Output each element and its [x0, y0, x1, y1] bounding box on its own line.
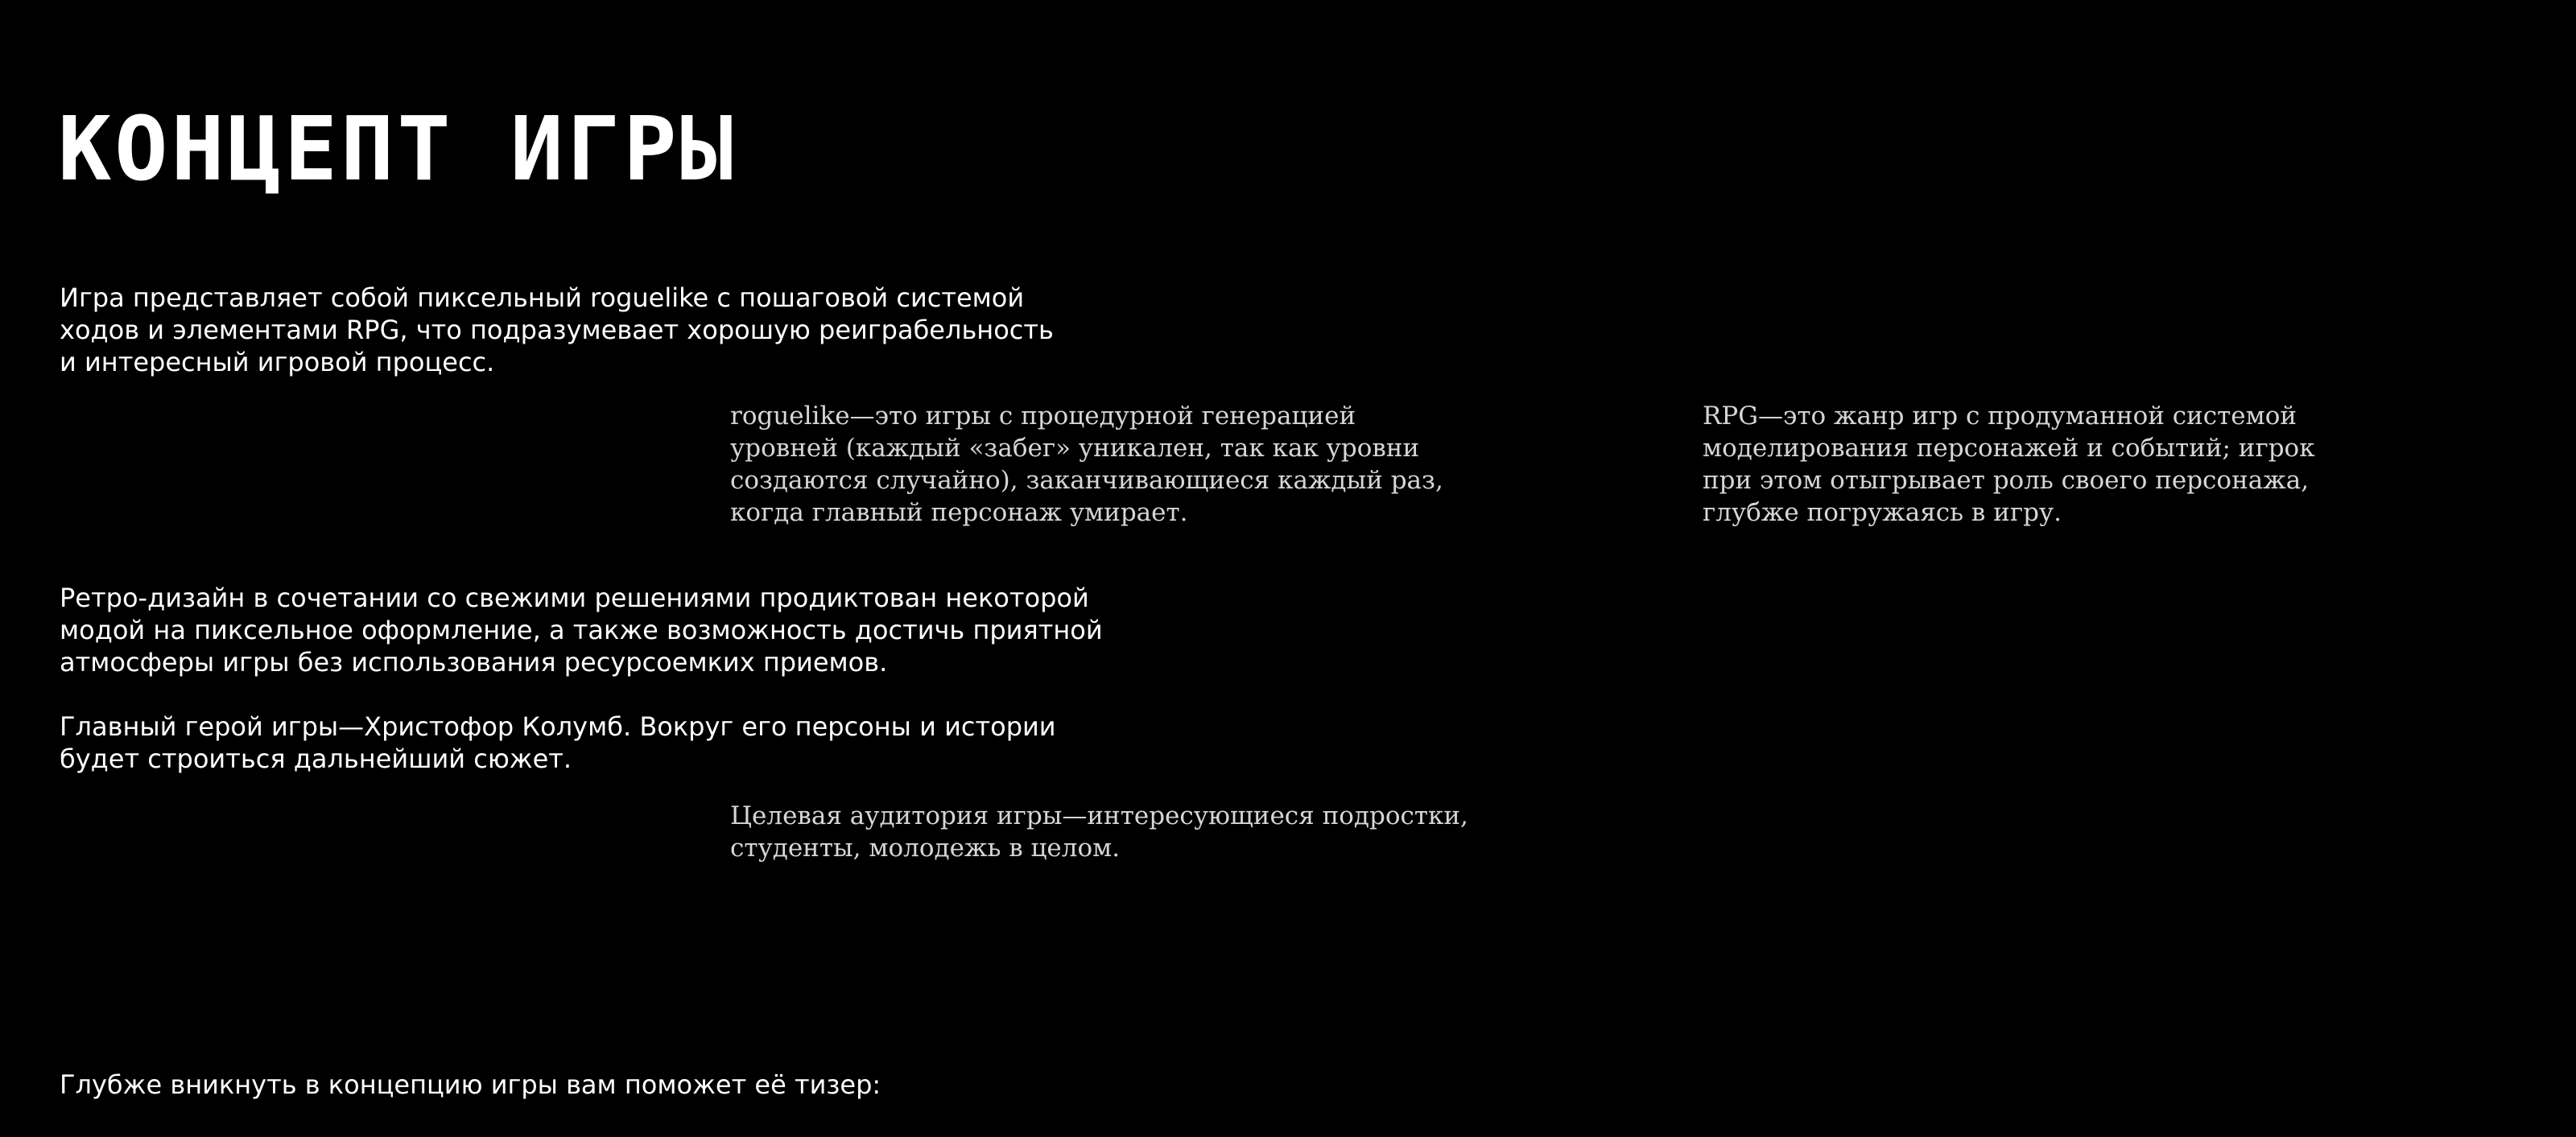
hero-paragraph: Главный герой игры—Христофор Колумб. Вокруг его персоны и истории будет строиться дальнейший сюжет. [60, 711, 1056, 774]
design-paragraph: Ретро-дизайн в сочетании со свежими решениями продиктован некоторой модой на пиксельное оформление, а также возможность достичь приятной атмосферы игры без использования ресурсоемких приемов. [60, 583, 1103, 678]
page-title: КОНЦЕПТ ИГРЫ [58, 97, 737, 200]
audience-note: Целевая аудитория игры—интересующиеся подростки, студенты, молодежь в целом. [730, 801, 1468, 863]
intro-paragraph: Игра представляет собой пиксельный roguelike с пошаговой системой ходов и элементами RPG, что подразумевает хорошую реиграбельность и интересный игровой процесс. [60, 282, 1054, 377]
rpg-definition-note: RPG—это жанр игр с продуманной системой моделирования персонажей и событий; игрок при этом отыгрывает роль своего персонажа, глубже погружаясь в игру. [1703, 402, 2315, 527]
roguelike-definition-note: roguelike—это игры с процедурной генерацией уровней (каждый «забег» уникален, так как уровни создаются случайно), заканчивающиеся каждый раз, когда главный персонаж умирает. [730, 402, 1443, 527]
teaser-caption: Глубже вникнуть в концепцию игры вам поможет её тизер: [60, 1069, 881, 1100]
